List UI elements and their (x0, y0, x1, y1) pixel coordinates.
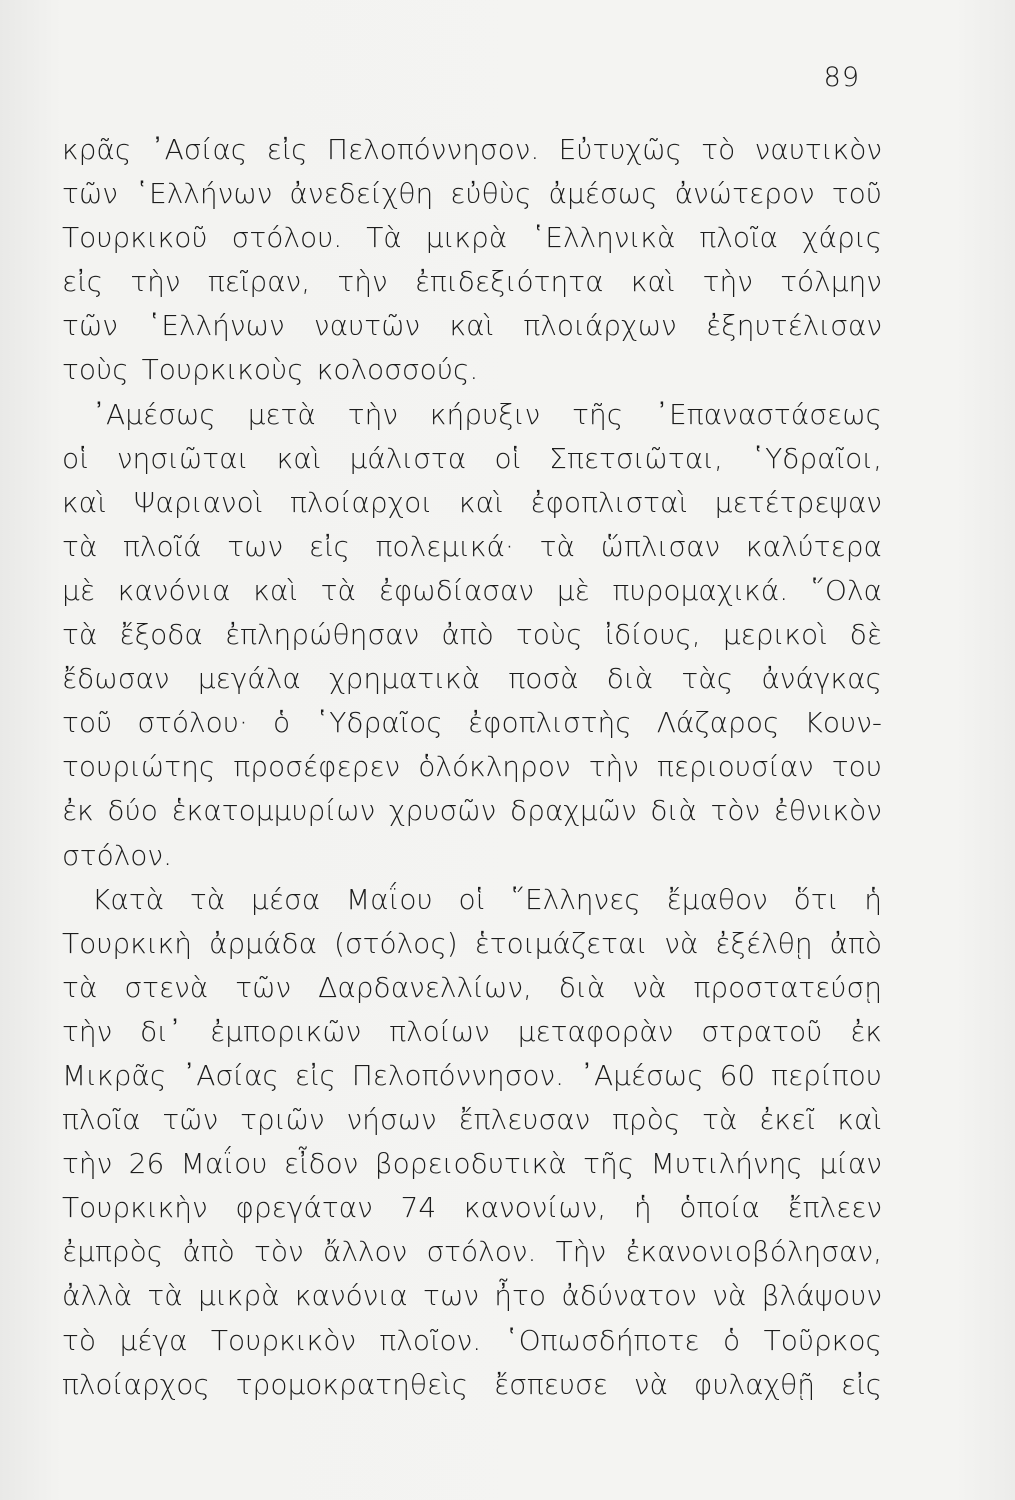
word: ἄλλον (322, 1235, 408, 1269)
word: Μαΐου (180, 1147, 268, 1181)
text-line (62, 1054, 882, 1098)
word: καὶ (458, 485, 504, 519)
word: εἰς (62, 265, 104, 299)
word: τὸν (254, 1235, 304, 1269)
word: ῞Ολα (810, 573, 882, 607)
word: ἔμαθον (666, 882, 768, 916)
word: μερικοὶ (722, 618, 828, 652)
word: ἑκατομμυρίων (171, 794, 376, 828)
word: Τὰ (366, 221, 402, 255)
word: εἶδον (283, 1147, 359, 1181)
text-line (62, 304, 882, 348)
word: δὲ (849, 618, 882, 652)
word: Πελοπόννησον. (326, 133, 540, 166)
word: μάλιστα (349, 441, 467, 475)
word: μέγα (119, 1323, 188, 1357)
word: τῶν (162, 1103, 219, 1137)
word: ἔξοδα (119, 618, 203, 652)
word: κανόνια (294, 1279, 408, 1313)
word: Λάζαρος (656, 706, 780, 740)
word: των (423, 1279, 479, 1313)
word: ἐθνικὸν (773, 794, 882, 828)
text-line (62, 1274, 882, 1318)
word: στόλου· (137, 706, 248, 740)
text-line (62, 1142, 882, 1186)
word: ποσὰ (508, 662, 579, 696)
word: στόλου. (231, 221, 343, 255)
word: ἐμπορικῶν (210, 1014, 362, 1048)
word: περίπου (771, 1058, 882, 1092)
word: ἀδύνατον (561, 1279, 697, 1313)
word: μικρὰ (425, 221, 508, 255)
word: ἐξηυτέλισαν (706, 309, 882, 343)
body-text (62, 128, 882, 1407)
word: τὴν (62, 1147, 113, 1181)
word: τοῦ (62, 706, 113, 740)
word: τὸ (62, 1323, 96, 1357)
word: τὴν (702, 265, 753, 299)
word: εἰς (294, 1058, 336, 1092)
word: Σπετσιῶται, (549, 441, 723, 475)
word: τὰ (62, 529, 98, 563)
word: ῾Υδραῖος (315, 706, 443, 740)
word: ἐκ (62, 794, 94, 828)
word: καὶ (62, 485, 107, 519)
word: ῾Οπωσδήποτε (504, 1323, 700, 1357)
word: νὰ (633, 1367, 668, 1401)
word: βλάψουν (761, 1279, 882, 1313)
word: μέσα (251, 882, 321, 916)
word: του (831, 750, 882, 784)
word: ἔπλεεν (787, 1191, 882, 1225)
word: κολοσσούς. (316, 353, 479, 387)
text-line (62, 922, 882, 966)
word: τῆς (572, 397, 624, 431)
word: τὰ (62, 618, 98, 652)
word: 60 (719, 1058, 756, 1092)
word: τουριώτης (62, 750, 216, 784)
word: διὰ (650, 794, 697, 828)
word: δύο (107, 794, 158, 828)
word: τὰ (320, 573, 356, 607)
word: ἔδωσαν (62, 662, 170, 696)
word: ῾Ελληνικὰ (531, 221, 676, 255)
word: φυλαχθῇ (693, 1367, 816, 1401)
word: πεῖραν, (207, 265, 311, 299)
word: κήρυξιν (429, 397, 541, 431)
text-line (62, 437, 882, 481)
word: τὰ (702, 1103, 738, 1137)
text-line (62, 657, 882, 701)
word: καλύτερα (745, 529, 882, 563)
word: δραχμῶν (509, 794, 637, 828)
word: βορειοδυτικὰ (374, 1147, 567, 1181)
word: ὁποία (679, 1191, 760, 1225)
word: πλοιάρχων (523, 309, 677, 343)
word: ῞Ελληνες (510, 882, 641, 916)
word: οἱ (62, 441, 89, 475)
word: ἐπληρώθησαν (224, 618, 420, 652)
text-line (62, 1319, 882, 1363)
word: ἀνώτερον (674, 177, 815, 211)
word: τῶν (235, 970, 292, 1004)
word: κανονίων, (463, 1191, 607, 1225)
word: ῾Ελλήνων (147, 309, 285, 343)
word: τοῦ (831, 177, 882, 211)
word: πρὸς (612, 1103, 681, 1137)
word: ἀνεδείχθη (289, 177, 434, 211)
word: καὶ (276, 441, 322, 475)
text-line (62, 216, 882, 260)
word: ᾿Αμέσως (579, 1058, 704, 1092)
word: πλοῖον. (379, 1323, 482, 1357)
word: τὴν (62, 1014, 113, 1048)
word: Τουρκικοῦ (62, 221, 208, 255)
word: ναυτικὸν (754, 133, 882, 166)
word: ἀμέσως (548, 177, 658, 211)
text-line (62, 260, 882, 304)
word: νὰ (632, 970, 667, 1004)
word: μετὰ (247, 397, 316, 431)
word: τὰς (681, 662, 734, 696)
word: Κουν- (804, 706, 882, 740)
word: μεταφορὰν (517, 1014, 674, 1048)
word: Μικρᾶς (62, 1058, 167, 1092)
text-line (62, 789, 882, 833)
word: στόλον. (62, 838, 172, 872)
text-line (62, 701, 882, 745)
word: μετέτρεψαν (714, 485, 882, 519)
word: ἀνάγκας (761, 662, 882, 696)
word: εἰς (308, 529, 350, 563)
word: Μυτιλήνης (650, 1147, 803, 1181)
text-line (62, 1186, 882, 1230)
word: πλοῖα (699, 221, 778, 255)
word: ᾿Ασίας (182, 1058, 279, 1092)
word: εὐθὺς (450, 177, 532, 211)
text-line (62, 172, 882, 216)
word: 26 (128, 1147, 165, 1181)
word: ὥπλισαν (600, 529, 721, 563)
word: ἐκεῖ (759, 1103, 816, 1137)
word: καὶ (837, 1103, 882, 1137)
word: τὴν (130, 265, 181, 299)
word: ναυτῶν (313, 309, 421, 343)
word: Τουρκικὴ (62, 926, 193, 960)
word: νήσων (346, 1103, 437, 1137)
word: νὰ (664, 926, 699, 960)
word: ἐφωδίασαν (378, 573, 535, 607)
word: τῶν (62, 309, 118, 343)
text-line (62, 1098, 882, 1142)
word: χρυσῶν (388, 794, 497, 828)
word: στρατοῦ (701, 1014, 823, 1048)
text-line (62, 1230, 882, 1274)
text-line (62, 834, 882, 878)
word: μὲ (62, 573, 95, 607)
word: τῶν (62, 177, 118, 211)
word: τὰ (539, 529, 575, 563)
word: ἐξέλθῃ (715, 926, 813, 960)
word: τὴν (588, 750, 639, 784)
word: ἐμπρὸς (62, 1235, 164, 1269)
word: Μαΐου (345, 882, 433, 916)
word: Τὴν (555, 1235, 607, 1269)
word: Τοῦρκος (763, 1323, 882, 1357)
word: τὸ (701, 133, 736, 166)
word: εἰς (840, 1367, 882, 1401)
text-line (62, 393, 882, 437)
word: 74 (400, 1191, 437, 1225)
word: ἐκανονιοβόλησαν, (625, 1235, 882, 1269)
word: μικρὰ (198, 1279, 280, 1313)
word: τρομοκρατηθεὶς (235, 1367, 469, 1401)
word: ᾿Αμέσως (92, 397, 216, 431)
word: πλοίαρχος (62, 1367, 210, 1401)
word: ἦτο (494, 1279, 547, 1313)
word: τὸν (710, 794, 761, 828)
word: τριῶν (240, 1103, 325, 1137)
word: Τουρκικοὺς (141, 353, 304, 387)
text-line (62, 481, 882, 525)
word: ᾿Επαναστάσεως (655, 397, 882, 431)
word: περιουσίαν (657, 750, 814, 784)
word: Εὐτυχῶς (558, 133, 682, 166)
word: μεγάλα (197, 662, 301, 696)
word: πολεμικά· (375, 529, 514, 563)
word: πυρομαχικά. (612, 573, 789, 607)
word: τὰ (62, 970, 98, 1004)
word: ὁλόκληρον (418, 750, 571, 784)
word: ῾Υδραῖοι, (751, 441, 882, 475)
word: (στόλος) (333, 926, 458, 960)
text-line (62, 569, 882, 613)
text-line (62, 745, 882, 789)
word: διὰ (558, 970, 606, 1004)
text-line (62, 348, 882, 392)
word: τοὺς (515, 618, 583, 652)
word: εἰς (266, 133, 308, 166)
word: κανόνια (117, 573, 231, 607)
text-line (62, 966, 882, 1010)
word: των (227, 529, 284, 563)
word: Τουρκικὴν (62, 1191, 208, 1225)
text-line (62, 613, 882, 657)
word: πλοίαρχοι (289, 485, 433, 519)
word: χρηματικὰ (328, 662, 481, 696)
word: προστατεύσῃ (693, 970, 882, 1004)
word: νὰ (712, 1279, 747, 1313)
word: ἡ (633, 1191, 652, 1225)
page-number: 89 (823, 62, 860, 93)
word: τὴν (347, 397, 398, 431)
word: ἐφοπλιστὴς (467, 706, 632, 740)
word: ἀπὸ (182, 1235, 235, 1269)
word: κρᾶς (62, 133, 132, 166)
word: τοὺς (62, 353, 129, 387)
word: πλοῖά (123, 529, 202, 563)
word: ἀρμάδα (208, 926, 318, 960)
word: οἱ (458, 882, 486, 916)
word: τὰ (189, 882, 226, 916)
text-line (62, 878, 882, 922)
text-line (62, 525, 882, 569)
word: Δαρδανελλίων, (318, 970, 532, 1004)
word: ἔπλευσαν (458, 1103, 591, 1137)
word: ᾿Ασίας (150, 133, 248, 166)
word: χάρις (801, 221, 882, 255)
word: ἑτοιμάζεται (474, 926, 648, 960)
word: ἐφοπλισταὶ (530, 485, 688, 519)
word: πλοίων (389, 1014, 490, 1048)
word: ἀπὸ (441, 618, 494, 652)
text-line (62, 128, 882, 172)
word: Κατὰ (92, 882, 165, 916)
word: καὶ (449, 309, 495, 343)
word: ὁ (723, 1323, 741, 1357)
word: μίαν (819, 1147, 882, 1181)
word: ἐκ (850, 1014, 882, 1048)
word: Πελοπόννησον. (351, 1058, 565, 1092)
word: Τουρκικὸν (210, 1323, 356, 1357)
word: τόλμην (780, 265, 882, 299)
word: προσέφερεν (233, 750, 401, 784)
word: στενὰ (124, 970, 209, 1004)
word: τὴν (337, 265, 388, 299)
word: φρεγάταν (235, 1191, 373, 1225)
word: οἱ (494, 441, 522, 475)
word: ῾Ελλήνων (135, 177, 273, 211)
word: στόλον. (426, 1235, 537, 1269)
word: τῆς (583, 1147, 635, 1181)
word: καὶ (253, 573, 298, 607)
word: ἔσπευσε (493, 1367, 608, 1401)
word: διὰ (606, 662, 654, 696)
word: ὅτι (793, 882, 839, 916)
word: ἀλλὰ (62, 1279, 133, 1313)
word: Ψαριανοὶ (133, 485, 264, 519)
word: πλοῖα (62, 1103, 141, 1137)
word: ἀπὸ (829, 926, 882, 960)
word: νησιῶται (116, 441, 249, 475)
word: καὶ (630, 265, 676, 299)
word: ἰδίους, (604, 618, 701, 652)
word: τὰ (147, 1279, 183, 1313)
word: ἡ (864, 882, 882, 916)
word: δι᾿ (140, 1014, 183, 1048)
word: ἐπιδεξιότητα (414, 265, 604, 299)
word: μὲ (556, 573, 590, 607)
word: ὁ (272, 706, 291, 740)
text-line (62, 1010, 882, 1054)
text-line (62, 1363, 882, 1407)
